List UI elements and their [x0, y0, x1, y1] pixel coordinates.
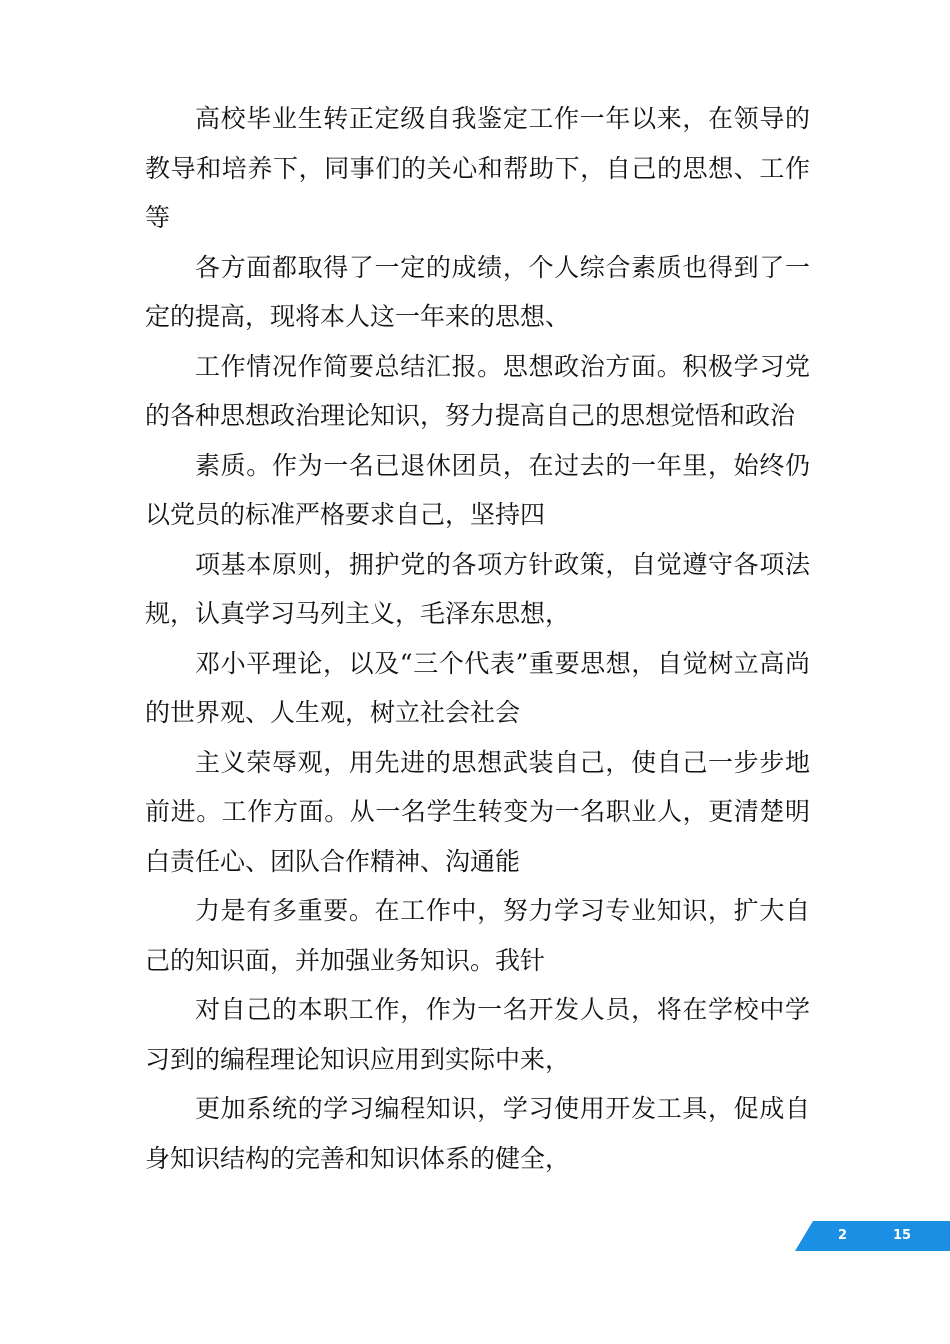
paragraph-9: 对自己的本职工作，作为一名开发人员，将在学校中学习到的编程理论知识应用到实际中来，: [145, 995, 810, 1074]
paragraph-7: 主义荣辱观，用先进的思想武装自己，使自己一步步地前进。工作方面。从一名学生转变为一名职业人，更清楚明白责任心、团队合作精神、沟通能: [145, 747, 810, 876]
total-pages-number: 15: [893, 1228, 912, 1243]
paragraph-2: 各方面都取得了一定的成绩，个人综合素质也得到了一定的提高，现将本人这一年来的思想、: [145, 252, 810, 331]
page-badge-shape: [795, 1221, 950, 1251]
paragraph-10: 更加系统的学习编程知识，学习使用开发工具，促成自身知识结构的完善和知识体系的健全，: [145, 1094, 810, 1173]
page-number-badge: [795, 1221, 950, 1251]
paragraph-4: 素质。作为一名已退休团员，在过去的一年里，始终仍以党员的标准严格要求自己，坚持四: [145, 450, 810, 529]
paragraph-8: 力是有多重要。在工作中，努力学习专业知识，扩大自己的知识面，并加强业务知识。我针: [145, 896, 810, 975]
paragraph-6: 邓小平理论，以及“三个代表”重要思想，自觉树立高尚的世界观、人生观，树立社会社会: [145, 648, 810, 727]
paragraph-3: 工作情况作简要总结汇报。思想政治方面。积极学习党的各种思想政治理论知识，努力提高自己的思想觉悟和政治: [145, 351, 810, 430]
current-page-number: 2: [838, 1228, 848, 1243]
paragraph-1: 高校毕业生转正定级自我鉴定工作一年以来，在领导的教导和培养下，同事们的关心和帮助下，自己的思想、工作等: [145, 104, 810, 232]
document-body: [145, 94, 810, 1183]
paragraph-5: 项基本原则，拥护党的各项方针政策，自觉遵守各项法规，认真学习马列主义，毛泽东思想，: [145, 549, 810, 628]
